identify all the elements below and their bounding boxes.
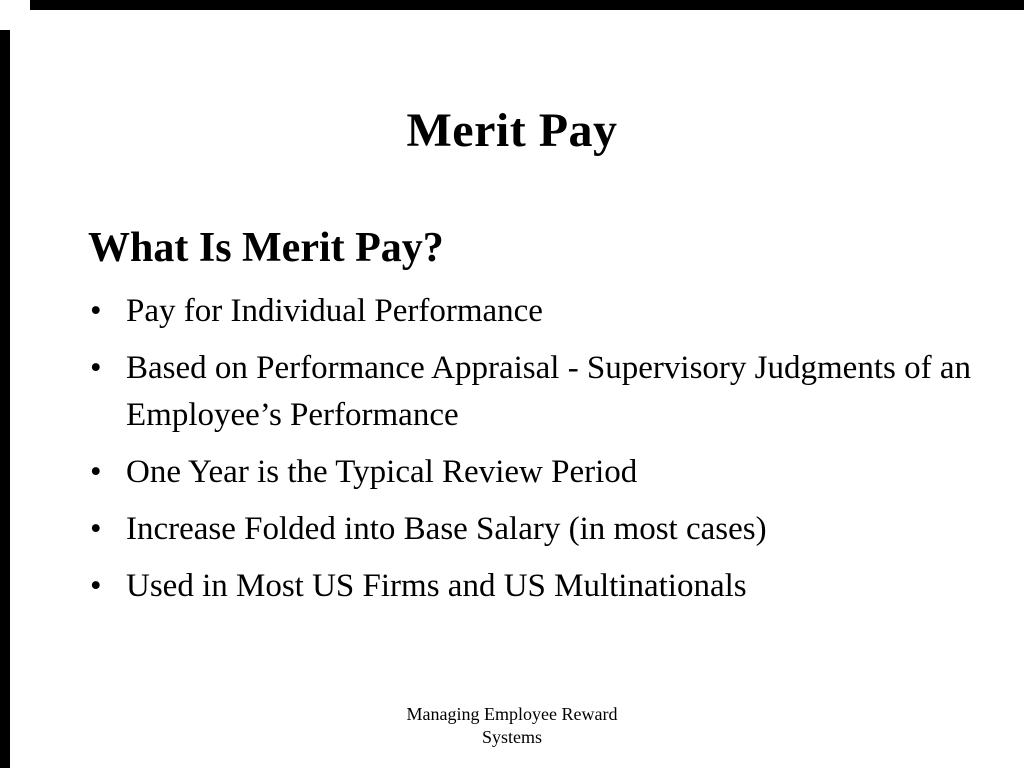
body-heading: What Is Merit Pay? bbox=[88, 225, 444, 271]
bullet-item bbox=[88, 345, 974, 439]
bullet-icon: • bbox=[90, 350, 102, 387]
slide-body bbox=[88, 224, 974, 619]
bullet-item bbox=[88, 449, 974, 496]
bullet-icon: • bbox=[90, 293, 102, 330]
slide-border-top bbox=[30, 0, 1024, 10]
slide-footer: Managing Employee Reward Systems bbox=[406, 704, 618, 748]
bullet-text: Based on Performance Appraisal - Supervisory Judgments of an Employee’s Performance bbox=[126, 350, 971, 434]
bullet-text: One Year is the Typical Review Period bbox=[126, 453, 638, 490]
slide-title: Merit Pay bbox=[406, 104, 618, 157]
bullet-text: Used in Most US Firms and US Multinationals bbox=[126, 567, 747, 604]
bullet-item bbox=[88, 288, 974, 335]
bullet-item bbox=[88, 563, 974, 610]
bullet-list bbox=[88, 288, 974, 609]
bullet-text: Pay for Individual Performance bbox=[126, 293, 543, 330]
bullet-icon: • bbox=[90, 453, 102, 490]
bullet-icon: • bbox=[90, 567, 102, 604]
bullet-text: Increase Folded into Base Salary (in most cases) bbox=[126, 510, 767, 547]
bullet-item bbox=[88, 506, 974, 553]
bullet-icon: • bbox=[90, 510, 102, 547]
